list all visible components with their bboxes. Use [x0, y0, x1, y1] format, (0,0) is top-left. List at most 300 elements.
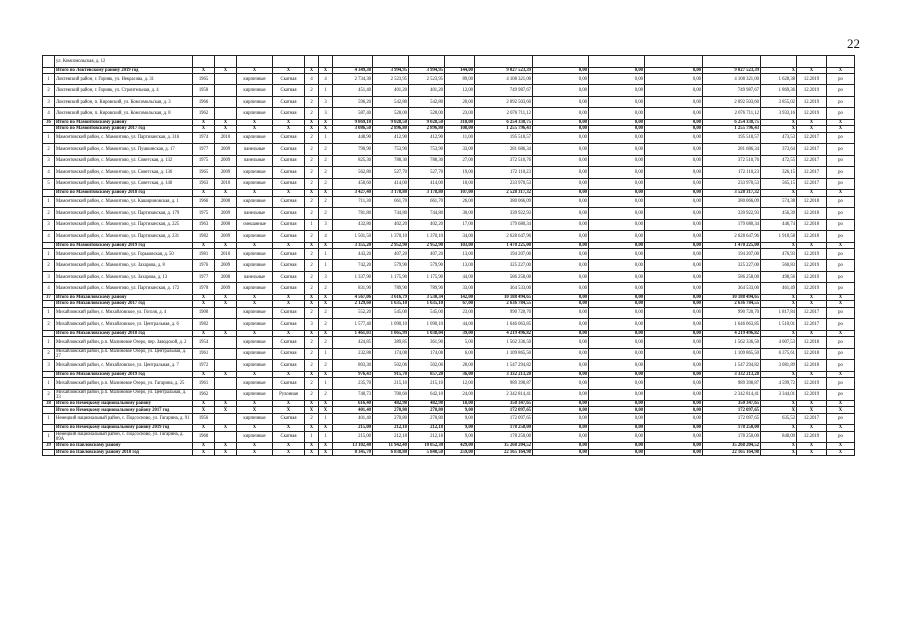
table-cell: X [797, 443, 827, 449]
table-cell: Мамонтовский район, с. Мамонтово, ул. Партизанская, д. 316 [55, 132, 193, 144]
table-cell: X [761, 126, 797, 132]
table-cell: Скатная [273, 319, 305, 331]
table-cell: 1977 [193, 144, 215, 156]
table-cell: 179 680,34 [703, 219, 761, 231]
table-cell: X [273, 190, 305, 196]
table-cell: 402,20 [373, 219, 409, 231]
table-cell: 195 518,57 [475, 132, 533, 144]
table-cell: X [827, 443, 855, 449]
table-cell: 1 562 336,50 [703, 337, 761, 349]
table-row [43, 260, 855, 272]
table-cell [215, 307, 237, 319]
table-cell: Скатная [273, 260, 305, 272]
table-cell: X [319, 190, 333, 196]
table-cell: X [319, 330, 333, 336]
table-cell [215, 378, 237, 390]
table-cell: Михайловский район, р.п. Малиновое Озеро, пер. Заводской, д. 2 [55, 337, 193, 349]
table-cell: X [827, 407, 855, 413]
table-cell: 0,00 [645, 431, 703, 443]
table-cell: 22 165 164,98 [475, 449, 533, 455]
table-row [43, 413, 855, 425]
table-cell: 0,00 [589, 67, 645, 73]
table-cell: кирпичные [237, 283, 273, 295]
table-cell: панельные [237, 208, 273, 220]
table-cell: 1 [43, 378, 55, 390]
table-cell: 744,80 [409, 208, 445, 220]
table-cell: 1 [43, 431, 55, 443]
table-cell: X [305, 242, 319, 248]
table-row [43, 271, 855, 283]
table-cell: X [319, 449, 333, 455]
table-cell: 2009 [215, 208, 237, 220]
table-cell: X [237, 443, 273, 449]
table-cell: X [797, 407, 827, 413]
table-cell: 661,70 [409, 196, 445, 208]
table-cell: X [193, 294, 215, 300]
table-cell: X [761, 301, 797, 307]
table-cell: Итого по Мамонтовскому району 2017 год [55, 126, 193, 132]
table-cell: 458,60 [333, 178, 373, 190]
table-cell: 542,80 [409, 96, 445, 108]
table-cell: X [215, 401, 237, 407]
table-cell: 259,00 [445, 449, 475, 455]
table-cell: 4 [319, 73, 333, 85]
table-cell: X [237, 119, 273, 125]
table-cell: X [319, 67, 333, 73]
table-cell: кирпичные [237, 73, 273, 85]
table-cell: 33,00 [445, 283, 475, 295]
table-cell: 325 227,00 [703, 260, 761, 272]
table-cell [193, 56, 215, 68]
table-cell: 36 [43, 119, 55, 125]
table-cell [445, 56, 475, 68]
table-cell: 3 [43, 155, 55, 167]
table-cell: 2 [319, 319, 333, 331]
table-cell: 1 470 225,00 [703, 242, 761, 248]
table-cell [215, 337, 237, 349]
table-cell: 2 [43, 208, 55, 220]
table-cell: Локтевский район, п. Кировский, ул. Комсомольская, д. 8 [55, 108, 193, 120]
table-cell: 9,00 [445, 413, 475, 425]
table-cell [215, 96, 237, 108]
table-cell: 3 [43, 271, 55, 283]
table-cell: 18,00 [445, 178, 475, 190]
table-cell: кирпичные [237, 378, 273, 390]
table-cell: 1 [305, 431, 319, 443]
table-cell: 0,00 [645, 178, 703, 190]
table-cell: 2 523,95 [373, 73, 409, 85]
table-cell: 0,00 [533, 389, 589, 401]
table-cell: 9,00 [445, 425, 475, 431]
table-cell: 34,00 [445, 231, 475, 243]
table-cell: Итого по Немецкому национальному району 2019 год [55, 425, 193, 431]
table-cell: 1956 [193, 413, 215, 425]
table-cell: X [797, 301, 827, 307]
table-cell: 2 [319, 360, 333, 372]
table-cell: 2 [319, 307, 333, 319]
table-cell: 560,83 [761, 260, 797, 272]
table-cell: 0,00 [533, 360, 589, 372]
table-cell: X [761, 190, 797, 196]
table-cell: 1 [43, 73, 55, 85]
table-cell: 0,00 [589, 337, 645, 349]
table-cell: 402,20 [409, 219, 445, 231]
table-cell: X [273, 330, 305, 336]
table-cell: 1 337,90 [333, 271, 373, 283]
table-cell: 401,40 [333, 407, 373, 413]
table-cell: 711,30 [333, 196, 373, 208]
table-cell: 2008 [215, 271, 237, 283]
table-cell: кирпичные [237, 360, 273, 372]
table-cell: кирпичные [237, 319, 273, 331]
table-cell: 3 178,80 [409, 190, 445, 196]
table-cell: 1 255 796,43 [703, 126, 761, 132]
table-cell: X [319, 425, 333, 431]
table-cell: X [761, 407, 797, 413]
table-cell: 2008 [215, 196, 237, 208]
table-cell: 0,00 [589, 319, 645, 331]
table-cell: 989 398,87 [703, 378, 761, 390]
table-cell: 1962 [193, 108, 215, 120]
table-cell: 1 635,10 [373, 301, 409, 307]
table-cell: 372 510,76 [703, 155, 761, 167]
table-cell: 178 250,00 [475, 431, 533, 443]
table-cell: 2 092 503,60 [475, 96, 533, 108]
table-cell: 13 102,40 [333, 443, 373, 449]
table-cell: Михайловский район, р.п. Малиновое Озеро, ул. Гагарина, д. 25 [55, 378, 193, 390]
table-cell: 0,00 [533, 294, 589, 300]
table-cell: ро [827, 219, 855, 231]
table-cell: кирпичные [237, 167, 273, 179]
table-cell: 270,80 [373, 407, 409, 413]
table-cell: 23,00 [445, 108, 475, 120]
table-cell: 2 [319, 196, 333, 208]
table-cell: 831,90 [333, 283, 373, 295]
table-cell: 1962 [193, 389, 215, 401]
table-cell: 103,00 [445, 242, 475, 248]
table-cell: 67,00 [445, 301, 475, 307]
table-cell: Мамонтовский район, с. Мамонтово, ул. Захарова, д. 8 [55, 260, 193, 272]
table-cell: 0,00 [645, 443, 703, 449]
table-cell: X [305, 330, 319, 336]
table-cell: 6,00 [445, 348, 475, 360]
table-cell: 0,00 [533, 378, 589, 390]
table-cell [215, 348, 237, 360]
table-cell: 2009 [215, 231, 237, 243]
table-cell: X [193, 242, 215, 248]
table-cell: 9 869,10 [333, 119, 373, 125]
table-cell: Локтевский район, г. Горняк, ул. Строительная, д. 4 [55, 85, 193, 97]
table-cell: X [215, 443, 237, 449]
table-cell: Скатная [273, 96, 305, 108]
table-cell: ро [827, 413, 855, 425]
table-cell: 432,80 [333, 219, 373, 231]
table-cell: 10 188 494,65 [703, 294, 761, 300]
table-cell: 4 [319, 231, 333, 243]
table-cell: X [193, 401, 215, 407]
table-cell: 2 [305, 378, 319, 390]
table-cell: 0,00 [589, 271, 645, 283]
table-cell: 1 547 294,82 [475, 360, 533, 372]
table-cell: 443,20 [333, 248, 373, 260]
table-cell: 990 720,70 [475, 307, 533, 319]
table-cell: 0,00 [645, 283, 703, 295]
table-cell: 0,00 [589, 283, 645, 295]
table-cell: 586 258,00 [475, 271, 533, 283]
table-cell: X [237, 449, 273, 455]
table-cell: 1 090,10 [373, 319, 409, 331]
table-row [43, 337, 855, 349]
table-cell: 2 [305, 283, 319, 295]
table-cell: 789,90 [373, 283, 409, 295]
table-cell: 0,00 [533, 260, 589, 272]
table-cell: 0,00 [533, 401, 589, 407]
table-cell: 2 092 503,60 [703, 96, 761, 108]
table-cell: 1 646 063,85 [703, 319, 761, 331]
table-cell: 0,00 [533, 167, 589, 179]
table-cell: 233 970,53 [703, 178, 761, 190]
table-cell: 4 [43, 231, 55, 243]
table-cell: 788,30 [373, 155, 409, 167]
table-cell: 565,15 [761, 178, 797, 190]
table-row [43, 431, 855, 443]
table-cell: X [827, 242, 855, 248]
table-cell: 0,00 [533, 67, 589, 73]
table-cell: 2008 [215, 219, 237, 231]
table-cell: 461,49 [761, 283, 797, 295]
table-cell [273, 56, 305, 68]
table-cell: X [215, 126, 237, 132]
table-cell: X [237, 294, 273, 300]
table-cell: 4 [43, 283, 55, 295]
table-cell: X [215, 67, 237, 73]
table-cell: 0,00 [645, 294, 703, 300]
table-cell: 3 [319, 271, 333, 283]
table-cell [589, 56, 645, 68]
table-cell: 364 533,00 [703, 283, 761, 295]
table-cell: 2 [305, 360, 319, 372]
table-cell: 0,00 [645, 242, 703, 248]
table-cell: Скатная [273, 85, 305, 97]
table-cell: 840,09 [761, 431, 797, 443]
table-cell: 0,00 [589, 371, 645, 377]
table-cell: 2 [319, 155, 333, 167]
table-cell: 12.2017 [797, 132, 827, 144]
table-cell: Мамонтовский район, с. Мамонтово, ул. Захарова, д. 13 [55, 271, 193, 283]
table-cell: кирпичные [237, 248, 273, 260]
table-cell: 11,00 [445, 132, 475, 144]
table-cell: 12.2018 [797, 196, 827, 208]
table-cell: ро [827, 283, 855, 295]
table-cell: 0,00 [533, 108, 589, 120]
table-cell: 20,00 [445, 96, 475, 108]
table-cell: X [193, 443, 215, 449]
table-cell: 389,85 [373, 337, 409, 349]
table-cell: 172 097,65 [703, 413, 761, 425]
table-cell: 1 628,38 [761, 73, 797, 85]
table-cell: Мамонтовский район, с. Мамонтово, ул. Советская, д. 136 [55, 167, 193, 179]
table-cell: 3 427,40 [333, 190, 373, 196]
table-cell: 10 188 494,65 [475, 294, 533, 300]
table-cell: 2 628 647,96 [703, 231, 761, 243]
table-cell: Скатная [273, 360, 305, 372]
table-cell: 0,00 [533, 242, 589, 248]
table-cell: 0,00 [533, 371, 589, 377]
table-cell: 174,08 [373, 348, 409, 360]
table-cell: 3 178,80 [373, 190, 409, 196]
table-cell: Скатная [273, 413, 305, 425]
table-cell: 2 636 784,55 [703, 301, 761, 307]
table-cell: X [193, 425, 215, 431]
table-cell: 23,00 [445, 307, 475, 319]
table-cell: X [319, 119, 333, 125]
table-cell: ро [827, 167, 855, 179]
table-cell: 407,20 [409, 248, 445, 260]
table-cell: 0,00 [645, 155, 703, 167]
table-cell: 1958 [193, 85, 215, 97]
table-cell: 2 [305, 96, 319, 108]
table-cell: 2 [305, 196, 319, 208]
table-cell: X [305, 449, 319, 455]
table-cell: 0,00 [589, 119, 645, 125]
table-cell: 6 254 338,75 [475, 119, 533, 125]
table-cell: 2010 [215, 132, 237, 144]
table-cell: Скатная [273, 196, 305, 208]
table-cell: 2 [305, 155, 319, 167]
table-cell: 1 510,01 [761, 319, 797, 331]
table-cell: ро [827, 271, 855, 283]
table-cell: 12.2019 [797, 96, 827, 108]
table-cell: 0,00 [589, 378, 645, 390]
table-cell: 803,30 [333, 360, 373, 372]
table-cell: 1 817,84 [761, 307, 797, 319]
table-cell: 0,00 [589, 196, 645, 208]
table-cell: Скатная [273, 73, 305, 85]
table-cell: 12.2017 [797, 413, 827, 425]
table-cell: 1 869,36 [761, 85, 797, 97]
table-cell: 3 [319, 219, 333, 231]
table-cell: X [319, 301, 333, 307]
table-cell: X [237, 126, 273, 132]
table-cell: 1960 [193, 431, 215, 443]
table-cell: 1 [319, 413, 333, 425]
table-cell: 424,85 [333, 337, 373, 349]
table-row [43, 85, 855, 97]
table-cell: X [273, 242, 305, 248]
table-cell: X [797, 294, 827, 300]
table-cell: 990 720,70 [703, 307, 761, 319]
table-cell: 1 635,10 [409, 301, 445, 307]
table-cell: 12.2017 [797, 319, 827, 331]
table-cell: 0,00 [589, 294, 645, 300]
table-cell: 144,00 [445, 67, 475, 73]
table-cell: X [827, 119, 855, 125]
table-cell: X [193, 126, 215, 132]
table-cell: 0,00 [533, 307, 589, 319]
table-cell: 0,00 [533, 248, 589, 260]
table-cell [43, 449, 55, 455]
table-cell: кирпичные [237, 260, 273, 272]
table-cell: панельные [237, 271, 273, 283]
table-cell: Итого по Немецкому национальному району 2017 год [55, 407, 193, 413]
table-cell: 0,00 [645, 389, 703, 401]
table-row [43, 196, 855, 208]
table-cell: 350 347,65 [475, 401, 533, 407]
table-cell: 579,90 [373, 260, 409, 272]
table-cell: X [305, 126, 319, 132]
table-cell: 12.2019 [797, 260, 827, 272]
table-cell: смешанные [237, 219, 273, 231]
table-cell: 700,60 [373, 389, 409, 401]
year-subtotal-row [43, 449, 855, 455]
table-cell: Мамонтовский район, с. Мамонтово, ул. Советская, д. 140 [55, 178, 193, 190]
table-cell: 339 922,93 [703, 208, 761, 220]
table-cell [533, 56, 589, 68]
table-cell: 1965 [193, 167, 215, 179]
table-cell: 0,00 [645, 260, 703, 272]
table-cell: 2 734,30 [333, 73, 373, 85]
table-cell: 1 [43, 196, 55, 208]
table-cell: 1 [319, 348, 333, 360]
table-cell: Скатная [273, 283, 305, 295]
table-cell: 1 [43, 132, 55, 144]
table-cell: X [215, 449, 237, 455]
table-cell: 3 [319, 96, 333, 108]
table-row [43, 348, 855, 360]
table-cell: 44,00 [445, 319, 475, 331]
table-cell: 212,18 [373, 431, 409, 443]
table-cell: 8 345,70 [333, 449, 373, 455]
table-cell: 380 066,09 [475, 196, 533, 208]
table-cell: 1 646 063,85 [475, 319, 533, 331]
table-cell: 0,00 [645, 208, 703, 220]
table-cell: кирпичные [237, 178, 273, 190]
table-cell: 12.2017 [797, 167, 827, 179]
table-cell: 1 [319, 132, 333, 144]
table-cell: 1 461,03 [333, 330, 373, 336]
table-cell: X [797, 67, 827, 73]
table-cell: 172 097,65 [475, 407, 533, 413]
table-cell: X [761, 294, 797, 300]
table-cell: 749 987,67 [703, 85, 761, 97]
table-cell: 0,00 [533, 301, 589, 307]
table-row [43, 132, 855, 144]
table-cell: Мамонтовский район, с. Мамонтово, ул. Кашириновская, д. 1 [55, 196, 193, 208]
table-cell: X [273, 126, 305, 132]
table-cell [333, 56, 373, 68]
table-cell: X [237, 190, 273, 196]
table-cell: 3 855,02 [761, 96, 797, 108]
table-cell: 1 038,04 [409, 330, 445, 336]
table-cell: 2 [305, 178, 319, 190]
table-cell: 0,00 [589, 307, 645, 319]
table-cell: 281 686,34 [703, 144, 761, 156]
table-cell: 1981 [193, 248, 215, 260]
table-cell: X [827, 294, 855, 300]
table-row [43, 108, 855, 120]
table-cell: Мамонтовский район, с. Мамонтово, ул. Партизанская, д. 231 [55, 231, 193, 243]
table-cell: кирпичные [237, 231, 273, 243]
table-cell: 742,20 [333, 260, 373, 272]
table-cell: 448,90 [333, 132, 373, 144]
table-cell: 12.2018 [797, 208, 827, 220]
table-cell: 1 [305, 219, 319, 231]
table-cell: 12.2018 [797, 231, 827, 243]
table-cell: 3 530,34 [409, 294, 445, 300]
table-cell: 212,18 [373, 425, 409, 431]
table-cell: 0,00 [533, 348, 589, 360]
table-cell: ро [827, 73, 855, 85]
